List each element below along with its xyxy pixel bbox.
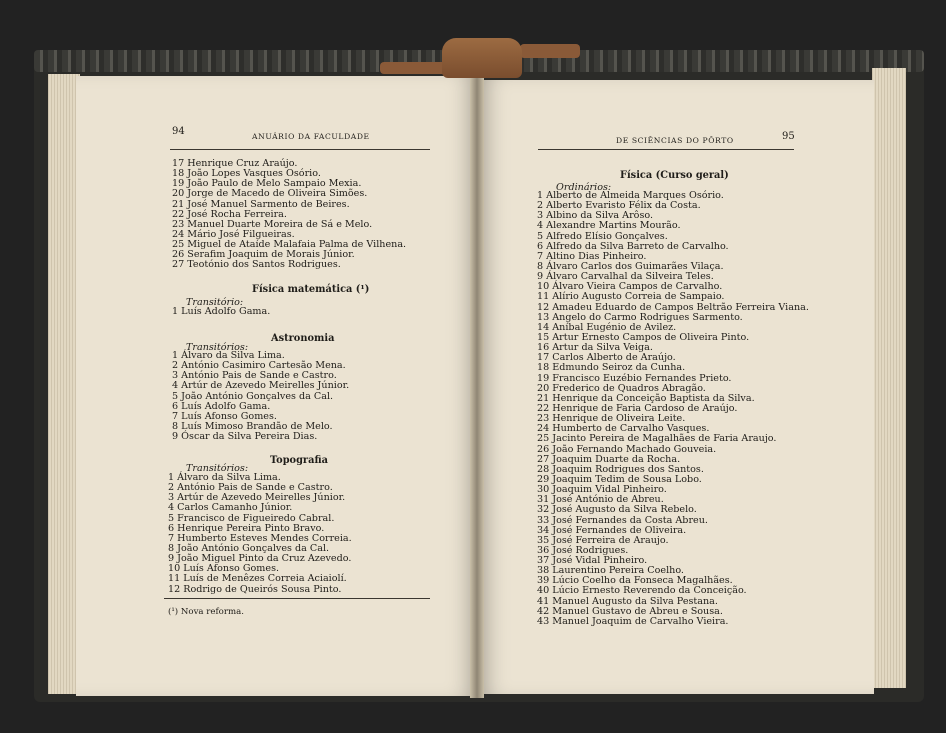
list-item: 11 Alírio Augusto Correia de Sampaio. — [537, 291, 725, 303]
list-item: 15 Artur Ernesto Campos de Oliveira Pinto. — [537, 331, 750, 343]
list-item: 40 Lúcio Ernesto Reverendo da Conceição. — [537, 585, 747, 597]
list-item: 35 José Ferreira de Araujo. — [537, 534, 669, 546]
bookmark-ribbon — [442, 38, 522, 78]
list-item: 39 Lúcio Coelho da Fonseca Magalhães. — [537, 575, 733, 587]
list-item: 3 Artúr de Azevedo Meirelles Júnior. — [168, 492, 346, 504]
list-item: 26 Serafim Joaquim de Morais Júnior. — [172, 249, 355, 261]
list-item: 12 Rodrigo de Queirós Sousa Pinto. — [168, 583, 342, 595]
list-item: 2 António Casimiro Cartesão Mena. — [172, 360, 346, 372]
list-item: 6 Luís Adolfo Gama. — [172, 400, 271, 412]
left-page-number: 94 — [172, 126, 185, 137]
right-header-rule — [538, 149, 794, 150]
list-item: 8 Luís Mimoso Brandão de Melo. — [172, 420, 333, 432]
list-item: 5 João António Gonçalves da Cal. — [172, 390, 334, 402]
section-title-fisica-matematica: Física matemática (¹) — [252, 284, 370, 295]
list-item: 8 João António Gonçalves da Cal. — [168, 542, 330, 554]
list-item: 37 José Vidal Pinheiro. — [537, 555, 648, 567]
list-item: 20 Frederico de Quadros Abragão. — [537, 382, 706, 394]
list-item: 30 Joaquim Vidal Pinheiro. — [537, 484, 667, 496]
list-item: 42 Manuel Gustavo de Abreu e Sousa. — [537, 605, 723, 617]
list-item: 1 Álvaro da Silva Lima. — [168, 472, 281, 483]
list-item: 17 Henrique Cruz Araújo. — [172, 158, 298, 169]
list-item: 23 Henrique de Oliveira Leite. — [537, 413, 686, 425]
bookmark-ribbon-right — [520, 44, 580, 58]
list-item: 10 Álvaro Vieira Campos de Carvalho. — [537, 281, 723, 293]
list-item: 7 Altino Dias Pinheiro. — [537, 250, 647, 262]
list-item: 4 Alexandre Martins Mourão. — [537, 220, 681, 232]
list-item: 26 João Fernando Machado Gouveia. — [537, 443, 717, 455]
list-item: 25 Miguel de Ataíde Malafaia Palma de Vilhena. — [172, 239, 407, 251]
list-item: 21 José Manuel Sarmento de Beires. — [172, 198, 350, 210]
section-title-topografia: Topografia — [270, 455, 328, 466]
fisica-curso-geral-list — [537, 191, 809, 627]
section-subtitle: Ordinários: — [556, 182, 612, 193]
list-item: 7 Humberto Esteves Mendes Correia. — [168, 532, 352, 544]
list-item: 1 Alberto de Almeida Marques Osório. — [537, 190, 724, 201]
list-item: 6 Henrique Pereira Pinto Bravo. — [168, 522, 325, 534]
list-item: 6 Alfredo da Silva Barreto de Carvalho. — [537, 240, 729, 252]
list-item: 11 Luís de Menêzes Correia Aciaiolí. — [168, 573, 347, 585]
list-item: 28 Joaquim Rodrigues dos Santos. — [537, 463, 704, 475]
list-item: 23 Manuel Duarte Moreira de Sá e Melo. — [172, 218, 373, 230]
list-item: 14 Aníbal Eugénio de Avilez. — [537, 321, 677, 333]
footnote-rule — [164, 598, 430, 599]
list-item: 43 Manuel Joaquim de Carvalho Vieira. — [537, 615, 729, 627]
list-item: 34 José Fernandes de Oliveira. — [537, 524, 687, 536]
section-title-fisica-curso-geral: Física (Curso geral) — [620, 170, 729, 181]
list-item: 3 Albino da Silva Arôso. — [537, 210, 654, 222]
list-item: 1 Álvaro da Silva Lima. — [172, 350, 285, 361]
list-item: 5 Alfredo Elísio Gonçalves. — [537, 230, 668, 242]
left-running-head: ANUÁRIO DA FACULDADE — [252, 132, 370, 141]
list-item: 19 Francisco Euzébio Fernandes Prieto. — [537, 372, 732, 384]
list-item: 31 José António de Abreu. — [537, 494, 664, 506]
list-item: 9 Álvaro Carvalhal da Silveira Teles. — [537, 271, 714, 283]
list-item: 36 José Rodrigues. — [537, 544, 629, 556]
topografia-list — [168, 473, 352, 595]
fisica-matematica-list — [172, 307, 270, 317]
right-running-head: DE SCIÊNCIAS DO PÔRTO — [616, 136, 734, 145]
list-item: 16 Artur da Silva Veiga. — [537, 342, 653, 354]
list-item: 3 António Pais de Sande e Castro. — [172, 370, 337, 382]
list-item: 17 Carlos Alberto de Araújo. — [537, 352, 676, 364]
list-item: 12 Amadeu Eduardo de Campos Beltrão Ferreira Viana. — [537, 301, 809, 313]
list-item: 9 João Miguel Pinto da Cruz Azevedo. — [168, 553, 352, 565]
list-item: 2 Alberto Evaristo Félix da Costa. — [537, 200, 701, 212]
list-item: 24 Mário José Filgueiras. — [172, 228, 295, 240]
list-item: 33 José Fernandes da Costa Abreu. — [537, 514, 708, 526]
list-item: 27 Joaquim Duarte da Rocha. — [537, 453, 681, 465]
list-item: 9 Óscar da Silva Pereira Dias. — [172, 431, 318, 443]
footnote: (¹) Nova reforma. — [168, 607, 244, 617]
list-item: 18 Edmundo Seiroz da Cunha. — [537, 362, 686, 374]
book-gutter — [470, 74, 484, 698]
list-item: 24 Humberto de Carvalho Vasques. — [537, 423, 710, 435]
list-item: 2 António Pais de Sande e Castro. — [168, 482, 333, 494]
right-page-number: 95 — [782, 131, 795, 142]
list-item: 41 Manuel Augusto da Silva Pestana. — [537, 595, 718, 607]
list-item: 7 Luís Afonso Gomes. — [172, 410, 277, 422]
list-item: 22 Henrique de Faria Cardoso de Araújo. — [537, 402, 738, 414]
left-top-list — [172, 159, 406, 271]
list-item: 21 Henrique da Conceição Baptista da Silva. — [537, 392, 755, 404]
left-header-rule — [170, 149, 430, 150]
list-item: 29 Joaquim Tedim de Sousa Lobo. — [537, 473, 702, 485]
section-subtitle: Transitório: — [186, 297, 244, 308]
list-item: 25 Jacinto Pereira de Magalhães de Faria Araujo. — [537, 433, 777, 445]
section-title-astronomia: Astronomia — [271, 333, 335, 344]
section-subtitle: Transitórios: — [186, 342, 249, 353]
list-item: 4 Artúr de Azevedo Meirelles Júnior. — [172, 380, 350, 392]
list-item: 32 José Augusto da Silva Rebelo. — [537, 504, 697, 516]
list-item: 38 Laurentino Pereira Coelho. — [537, 565, 684, 577]
list-item: 27 Teotónio dos Santos Rodrigues. — [172, 259, 341, 271]
astronomia-list — [172, 351, 349, 442]
section-subtitle: Transitórios: — [186, 463, 249, 474]
list-item: 22 José Rocha Ferreira. — [172, 208, 287, 220]
page-edges-right — [872, 68, 906, 688]
list-item: 19 João Paulo de Melo Sampaio Mexia. — [172, 178, 362, 190]
list-item: 1 Luís Adolfo Gama. — [172, 306, 271, 317]
list-item: 18 João Lopes Vasques Osório. — [172, 168, 321, 180]
list-item: 10 Luís Afonso Gomes. — [168, 563, 280, 575]
list-item: 5 Francisco de Figueiredo Cabral. — [168, 512, 335, 524]
list-item: 13 Angelo do Carmo Rodrigues Sarmento. — [537, 311, 743, 323]
bookmark-ribbon-left — [380, 62, 446, 74]
list-item: 20 Jorge de Macedo de Oliveira Simões. — [172, 188, 368, 200]
list-item: 4 Carlos Camanho Júnior. — [168, 502, 293, 514]
list-item: 8 Álvaro Carlos dos Guimarães Vilaça. — [537, 260, 724, 272]
